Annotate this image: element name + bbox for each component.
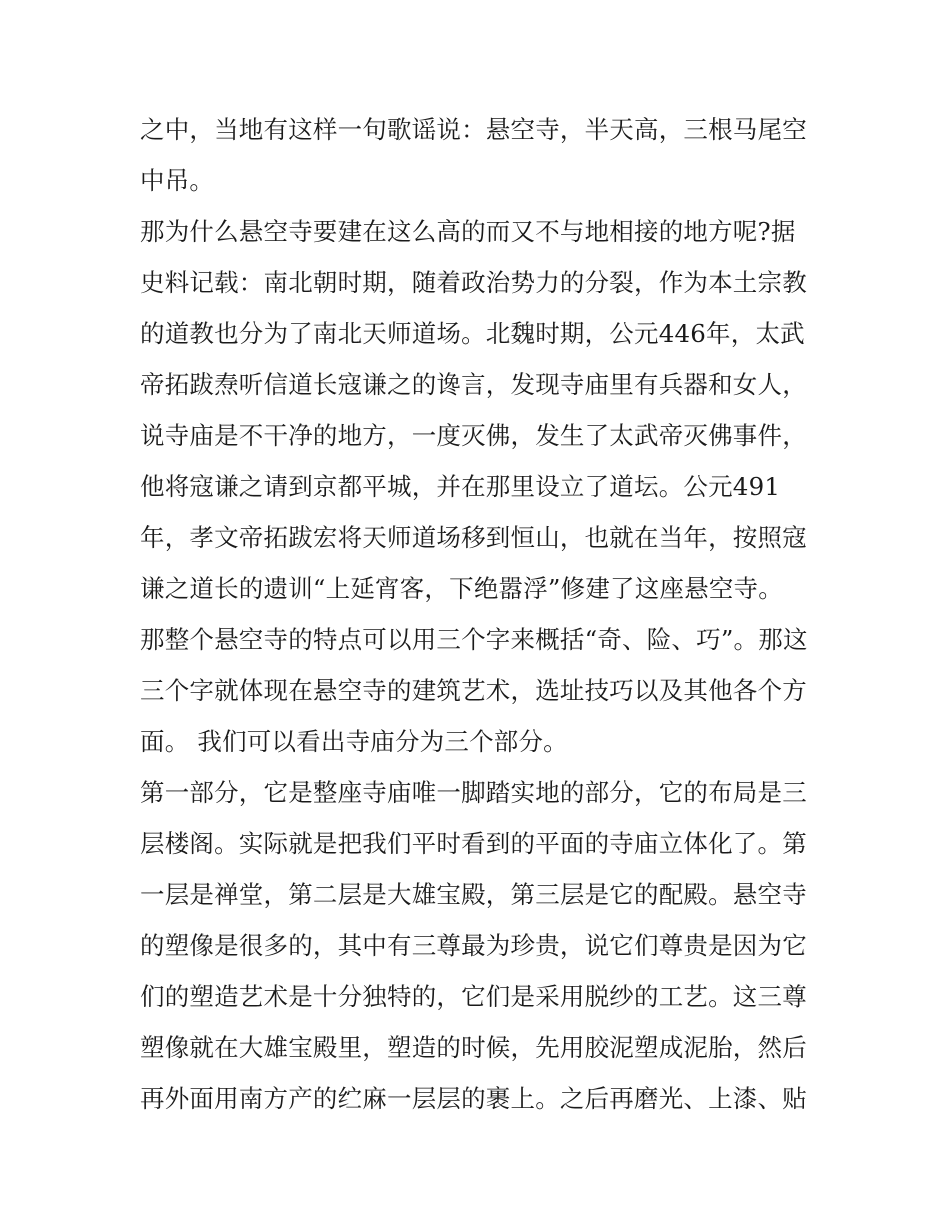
text-line: 第一部分，它是整座寺庙唯一脚踏实地的部分，它的布局是三	[140, 778, 807, 807]
text-line: 们的塑造艺术是十分独特的，它们是采用脱纱的工艺。这三尊	[140, 982, 807, 1011]
text-line: 那为什么悬空寺要建在这么高的而又不与地相接的地方呢?据	[140, 217, 796, 246]
text-line: 史料记载：南北朝时期，随着政治势力的分裂，作为本土宗教	[140, 268, 807, 297]
text-line: 面。 我们可以看出寺庙分为三个部分。	[140, 727, 568, 756]
text-line: 之中，当地有这样一句歌谣说：悬空寺，半天高，三根马尾空	[140, 115, 807, 144]
text-line: 一层是禅堂，第二层是大雄宝殿，第三层是它的配殿。悬空寺	[140, 880, 807, 909]
text-line: 的塑像是很多的，其中有三尊最为珍贵，说它们尊贵是因为它	[140, 931, 807, 960]
text-line: 层楼阁。实际就是把我们平时看到的平面的寺庙立体化了。第	[140, 829, 807, 858]
text-line: 他将寇谦之请到京都平城，并在那里设立了道坛。公元491	[140, 472, 781, 501]
text-line: 谦之道长的遗训“上延宵客，下绝嚣浮”修建了这座悬空寺。	[140, 574, 783, 603]
text-line: 再外面用南方产的纻麻一层层的裹上。之后再磨光、上漆、贴	[140, 1084, 807, 1113]
text-line: 帝拓跋焘听信道长寇谦之的谗言，发现寺庙里有兵器和女人，	[140, 370, 807, 399]
text-line: 的道教也分为了南北天师道场。北魏时期，公元446年，太武	[140, 319, 805, 348]
text-line: 中吊。	[140, 166, 215, 195]
text-line: 三个字就体现在悬空寺的建筑艺术，选址技巧以及其他各个方	[140, 676, 807, 705]
text-line: 那整个悬空寺的特点可以用三个字来概括“奇、险、巧”。那这	[140, 625, 808, 654]
body-text	[140, 108, 820, 1128]
text-line: 塑像就在大雄宝殿里，塑造的时候，先用胶泥塑成泥胎，然后	[140, 1033, 807, 1062]
text-line: 年，孝文帝拓跋宏将天师道场移到恒山，也就在当年，按照寇	[140, 523, 807, 552]
text-line: 说寺庙是不干净的地方，一度灭佛，发生了太武帝灭佛事件，	[140, 421, 807, 450]
